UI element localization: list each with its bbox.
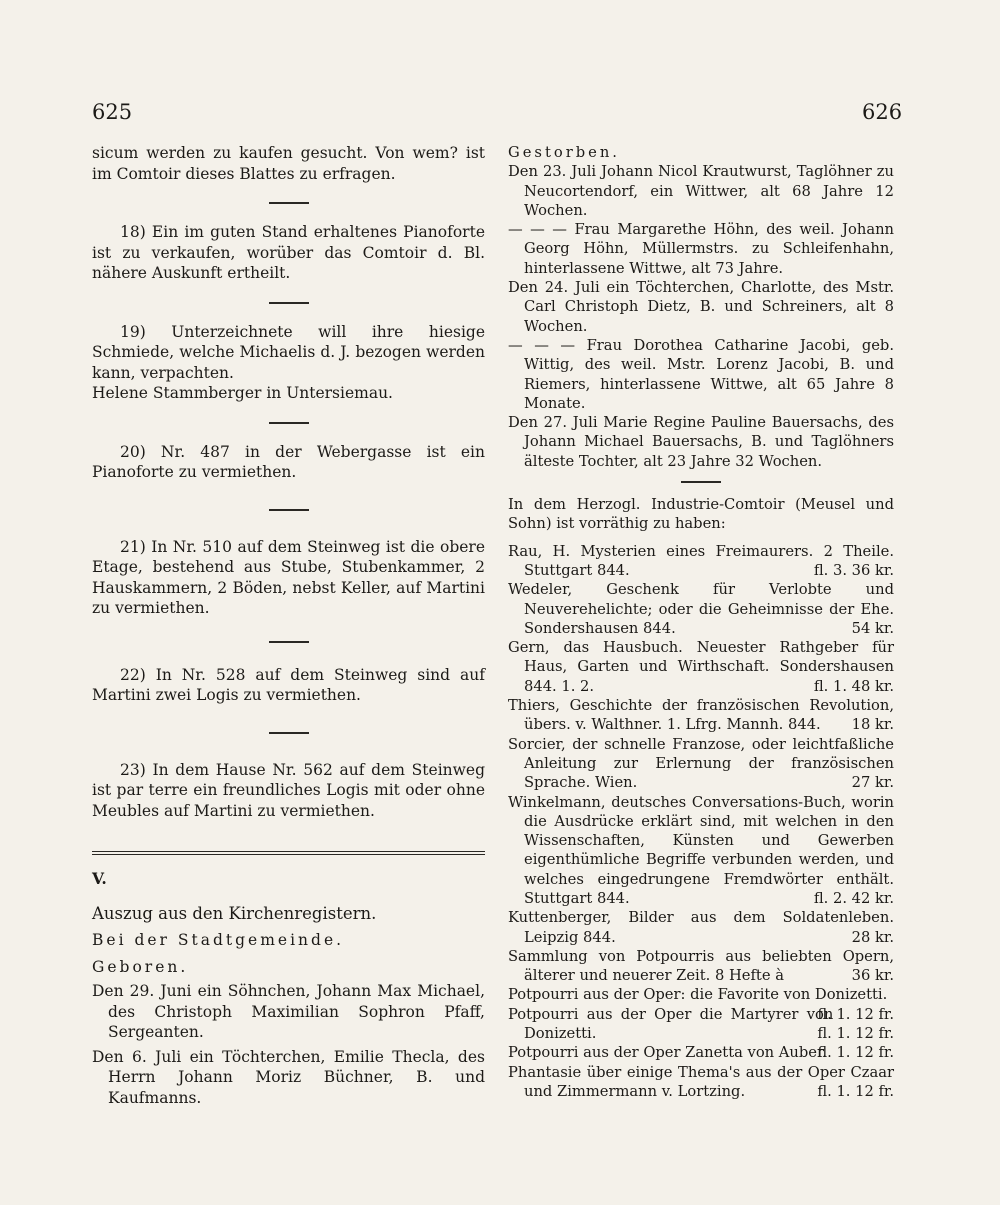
book-entry: Winkelmann, deutsches Conversations-Buch, worin die Ausdrücke erklärt sind, mit welchen in den Wissenschaften, Künsten und Gewerben eigenthümliche Begriffe verbunden werden, und welches eingedrungene Fremdwörter enthält. Stuttgart 844. fl. 2. 42 kr. — [508, 793, 894, 907]
ad-intro: sicum werden zu kaufen gesucht. Von wem? ist im Comtoir dieses Blattes zu erfragen. — [92, 144, 485, 183]
separator — [681, 481, 721, 483]
ad-18: 18) Ein im guten Stand erhaltenes Pianoforte ist zu verkaufen, worüber das Comtoir d. Bl. nähere Auskunft ertheilt. — [92, 223, 485, 282]
book-entry: Gern, das Hausbuch. Neuester Rathgeber für Haus, Garten und Wirthschaft. Sondershausen 844. 1. 2. fl. 1. 48 kr. — [508, 639, 894, 695]
ad-23: 23) In dem Hause Nr. 562 auf dem Steinweg ist par terre ein freundliches Logis mit oder ohne Meubles auf Martini zu vermiethen. — [92, 760, 485, 820]
subsection-title: Bei der Stadtgemeinde. — [92, 931, 345, 949]
book-entry: Sorcier, der schnelle Franzose, oder leichtfaßliche Anleitung zur Erlernung der französischen Sprache. Wien. 27 kr. — [508, 735, 894, 792]
book-entry: Potpourri aus der Oper die Martyrer von Donizetti. fl. 1. 12 fr. — [508, 1005, 894, 1043]
left-column — [92, 143, 485, 1108]
book-list — [508, 542, 894, 1102]
book-entry: Potpourri aus der Oper Zanetta von Auber. fl. 1. 12 fr. — [508, 1044, 894, 1062]
separator — [269, 302, 309, 304]
book-entry: Kuttenberger, Bilder aus dem Soldatenleben. Leipzig 844. 28 kr. — [508, 909, 894, 946]
died-heading: Gestorben. — [508, 144, 620, 161]
death-entry: Den 24. Juli ein Töchterchen, Charlotte, des Mstr. Carl Christoph Dietz, B. und Schreiners, alt 8 Wochen. — [508, 279, 894, 335]
separator — [269, 509, 309, 511]
death-entry: Den 23. Juli Johann Nicol Krautwurst, Taglöhner zu Neucortendorf, ein Wittwer, alt 68 Jahre 12 Wochen. — [508, 163, 894, 219]
separator — [269, 732, 309, 734]
ad-20: 20) Nr. 487 in der Webergasse ist ein Pianoforte zu vermiethen. — [92, 442, 485, 481]
page-number-left: 625 — [92, 100, 133, 124]
book-entry: Thiers, Geschichte der französischen Revolution, übers. v. Walthner. 1. Lfrg. Mannh. 844. 18 kr. — [508, 697, 894, 734]
ad-19-signature: Helene Stammberger in Untersiemau. — [92, 384, 393, 402]
ad-22: 22) In Nr. 528 auf dem Steinweg sind auf Martini zwei Logis zu vermiethen. — [92, 665, 485, 704]
separator — [269, 422, 309, 424]
book-entry: Phantasie über einige Thema's aus der Oper Czaar und Zimmermann v. Lortzing. fl. 1. 12 fr. — [508, 1063, 894, 1100]
separator — [269, 641, 309, 643]
page-number-right: 626 — [862, 100, 903, 124]
death-entry: — — — Frau Dorothea Catharine Jacobi, geb. Wittig, des weil. Mstr. Lorenz Jacobi, B. und Riemers, hinterlassene Wittwe, alt 65 Jahre 8 Monate. — [508, 336, 894, 412]
section-numeral: V. — [92, 869, 107, 888]
death-entry: — — — Frau Margarethe Höhn, des weil. Johann Georg Höhn, Müllermstrs. zu Schleifenhahn, hinterlassene Wittwe, alt 73 Jahre. — [508, 221, 894, 277]
ad-21: 21) In Nr. 510 auf dem Steinweg ist die obere Etage, bestehend aus Stube, Stubenkammer, 2 Hauskammern, 2 Böden, nebst Keller, auf Martini zu vermiethen. — [92, 537, 485, 617]
born-heading: Geboren. — [92, 957, 189, 976]
book-entry: Rau, H. Mysterien eines Freimaurers. 2 Theile. Stuttgart 844. fl. 3. 36 kr. — [508, 542, 894, 579]
shop-intro: In dem Herzogl. Industrie-Comtoir (Meusel und Sohn) ist vorräthig zu haben: — [508, 496, 894, 533]
book-entry: Potpourri aus der Oper: die Favorite von Donizetti. fl. 1. 12 fr. — [508, 986, 894, 1023]
death-entry: Den 27. Juli Marie Regine Pauline Bauersachs, des Johann Michael Bauersachs, B. und Taglöhners älteste Tochter, alt 23 Jahre 32 Wochen. — [508, 414, 894, 470]
separator — [269, 202, 309, 204]
birth-entry: Den 6. Juli ein Töchterchen, Emilie Thecla, des Herrn Johann Moriz Büchner, B. und Kaufmanns. — [92, 1047, 485, 1107]
section-rule — [92, 851, 485, 855]
section-title: Auszug aus den Kirchenregistern. — [92, 903, 377, 923]
book-entry: Wedeler, Geschenk für Verlobte und Neuverehelichte; oder die Geheimnisse der Ehe. Sondershausen 844. 54 kr. — [508, 581, 894, 637]
birth-entry: Den 29. Juni ein Söhnchen, Johann Max Michael, des Christoph Maximilian Sophron Pfaff, Sergeanten. — [92, 982, 485, 1041]
book-entry: Sammlung von Potpourris aus beliebten Opern, älterer und neuerer Zeit. 8 Hefte à 36 kr. — [508, 947, 894, 985]
right-column — [508, 143, 894, 1101]
ad-19: 19) Unterzeichnete will ihre hiesige Schmiede, welche Michaelis d. J. bezogen werden kann, verpachten. — [92, 322, 485, 382]
